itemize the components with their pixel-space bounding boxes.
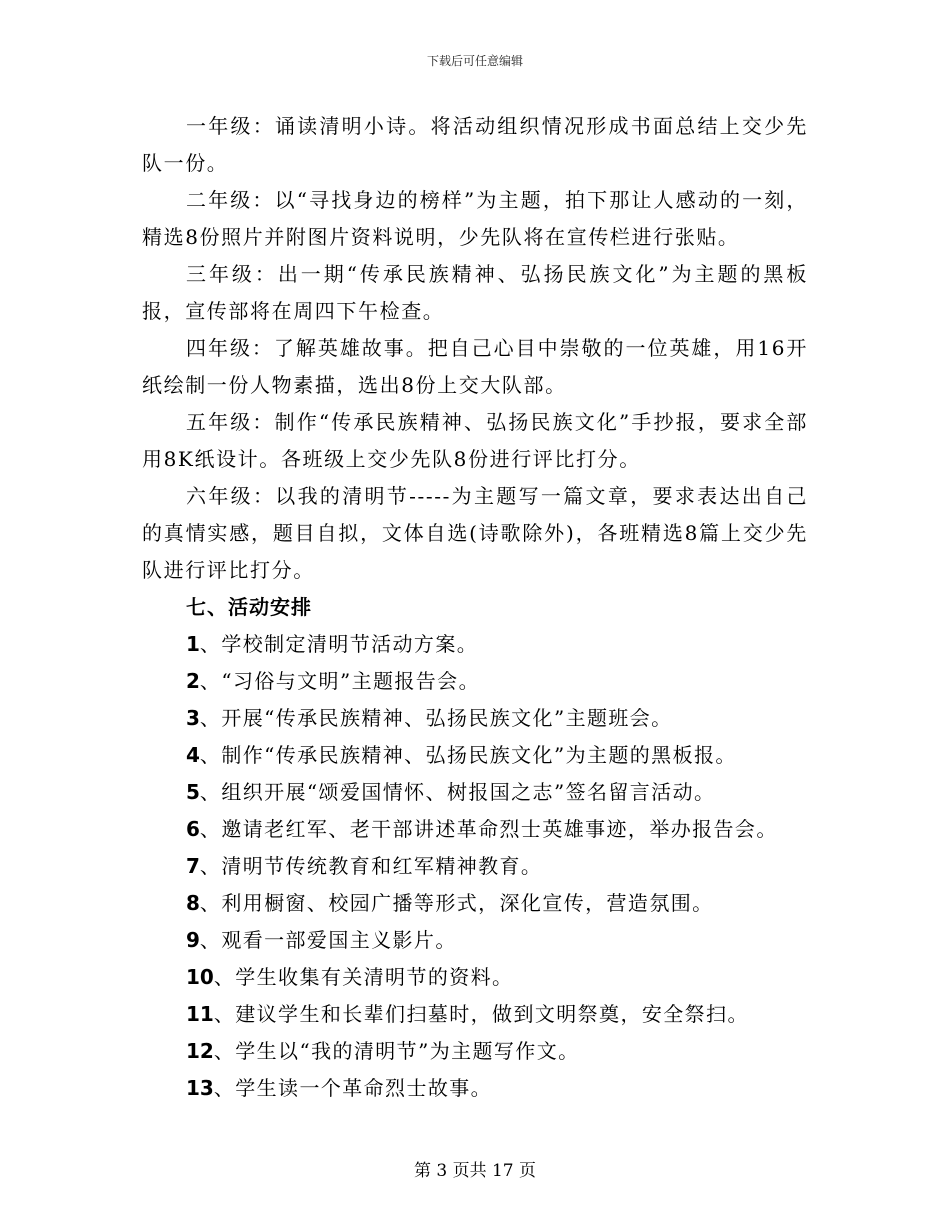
list-item-number: 4 [186, 743, 200, 767]
list-item [186, 996, 808, 1033]
list-item-number: 2 [186, 669, 200, 693]
list-item-text: 、邀请老红军、老干部讲述革命烈士英雄事迹，举办报告会。 [199, 817, 778, 841]
list-item-number: 10 [186, 965, 214, 989]
page-header: 下载后可任意编辑 [426, 54, 523, 68]
list-item-text: 、观看一部爱国主义影片。 [199, 928, 457, 952]
list-item-text: 、学生以“我的清明节”为主题写作文。 [213, 1039, 580, 1063]
section-heading: 七、活动安排 [186, 595, 312, 619]
list-item [186, 774, 808, 811]
list-item-text: 、制作“传承民族精神、弘扬民族文化”为主题的黑板报。 [199, 743, 737, 767]
list-item-number: 12 [186, 1039, 214, 1063]
list-item-text: 、建议学生和长辈们扫墓时，做到文明祭奠，安全祭扫。 [213, 1002, 749, 1026]
list-item [186, 848, 808, 885]
list-item [186, 959, 808, 996]
document-body [142, 108, 808, 1107]
paragraph-grade-1: 一年级：诵读清明小诗。将活动组织情况形成书面总结上交少先队一份。 [142, 114, 808, 175]
paragraph-grade-6: 六年级：以我的清明节-----为主题写一篇文章，要求表达出自己的真情实感，题目自拟，文体自选(诗歌除外)，各班精选8篇上交少先队进行评比打分。 [142, 484, 808, 582]
list-item-number: 9 [186, 928, 200, 952]
page-footer: 第 3 页共 17 页 [413, 1161, 537, 1181]
list-item-text: 、学生收集有关清明节的资料。 [213, 965, 514, 989]
list-item [186, 885, 808, 922]
list-item-text: 、利用橱窗、校园广播等形式，深化宣传，营造氛围。 [199, 891, 714, 915]
list-item [186, 1033, 808, 1070]
paragraph-grade-4: 四年级：了解英雄故事。把自己心目中崇敬的一位英雄，用16开纸绘制一份人物素描，选出8份上交大队部。 [142, 336, 808, 397]
list-item-text: 、清明节传统教育和红军精神教育。 [199, 854, 543, 878]
list-item-number: 8 [186, 891, 200, 915]
paragraph-grade-5: 五年级：制作“传承民族精神、弘扬民族文化”手抄报，要求全部用8K纸设计。各班级上交少先队8份进行评比打分。 [142, 410, 808, 471]
list-item [186, 1070, 808, 1107]
list-item-number: 6 [186, 817, 200, 841]
list-item-number: 7 [186, 854, 200, 878]
list-item-text: 、开展“传承民族精神、弘扬民族文化”主题班会。 [199, 706, 673, 730]
list-item [186, 663, 808, 700]
list-item-text: 、学生读一个革命烈士故事。 [213, 1076, 493, 1100]
list-item-number: 1 [186, 632, 200, 656]
list-item-text: 、“习俗与文明”主题报告会。 [199, 669, 480, 693]
paragraph-grade-2: 二年级：以“寻找身边的榜样”为主题，拍下那让人感动的一刻，精选8份照片并附图片资料说明，少先队将在宣传栏进行张贴。 [142, 188, 808, 249]
list-item [186, 626, 808, 663]
list-item [186, 737, 808, 774]
list-item [186, 700, 808, 737]
list-item-number: 11 [186, 1002, 214, 1026]
list-item-number: 3 [186, 706, 200, 730]
paragraph-grade-3: 三年级：出一期“传承民族精神、弘扬民族文化”为主题的黑板报，宣传部将在周四下午检查。 [142, 262, 808, 323]
list-item-text: 、组织开展“颂爱国情怀、树报国之志”签名留言活动。 [199, 780, 716, 804]
list-item [186, 811, 808, 848]
list-item-number: 5 [186, 780, 200, 804]
list-item [186, 922, 808, 959]
list-item-number: 13 [186, 1076, 214, 1100]
list-item-text: 、学校制定清明节活动方案。 [199, 632, 479, 656]
